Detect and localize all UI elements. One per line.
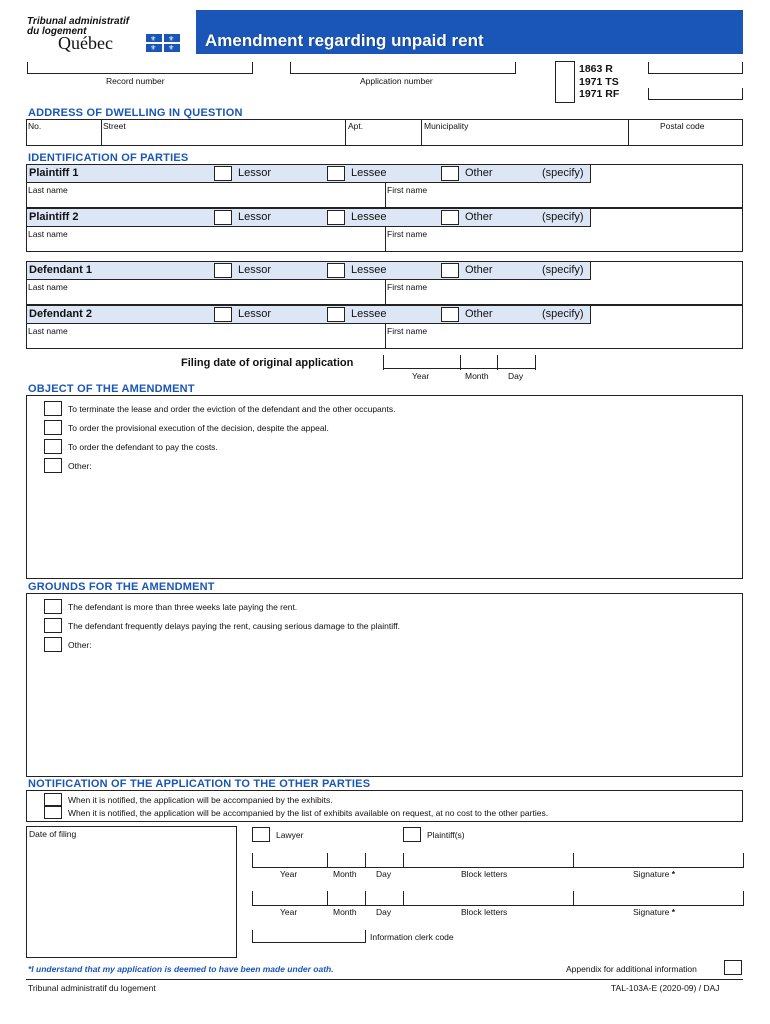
sig2-year-label: Year — [280, 907, 298, 917]
application-number-label: Application number — [360, 76, 433, 86]
party-specify-label: (specify) — [542, 211, 584, 223]
party-role-label: Other — [465, 264, 493, 276]
object-checkbox-costs[interactable] — [44, 439, 62, 454]
party-last-name-label: Last name — [28, 282, 68, 292]
grounds-item-delays: The defendant frequently delays paying the rent, causing serious damage to the plaintiff. — [68, 621, 401, 631]
code-box[interactable] — [555, 61, 575, 103]
record-number-label: Record number — [106, 76, 165, 86]
code-field-2[interactable] — [648, 88, 743, 100]
filing-date-field[interactable] — [383, 355, 535, 369]
address-heading: ADDRESS OF DWELLING IN QUESTION — [28, 107, 243, 119]
party-role-label: Lessor — [238, 211, 272, 223]
party-role-checkbox[interactable] — [327, 307, 345, 322]
party-role-checkbox[interactable] — [441, 210, 459, 225]
grounds-item-other: Other: — [68, 640, 92, 650]
code-field-1[interactable] — [648, 62, 743, 74]
object-item-provisional: To order the provisional execution of the decision, despite the appeal. — [68, 423, 329, 433]
address-postal-code-label: Postal code — [660, 121, 705, 131]
party-role-checkbox[interactable] — [214, 166, 232, 181]
signature-line-2[interactable] — [252, 905, 743, 906]
party-title: Defendant 2 — [29, 308, 92, 320]
party-first-name-label: First name — [387, 185, 428, 195]
party-specify-field[interactable] — [590, 208, 743, 227]
object-checkbox-terminate[interactable] — [44, 401, 62, 416]
form-title: Amendment regarding unpaid rent — [205, 31, 484, 50]
party-role-label: Lessor — [238, 167, 272, 179]
party-role-label: Other — [465, 167, 493, 179]
party-title: Defendant 1 — [29, 264, 92, 276]
party-role-checkbox[interactable] — [441, 166, 459, 181]
party-specify-field[interactable] — [590, 305, 743, 324]
date-of-filing-box[interactable] — [26, 826, 237, 958]
address-municipality-label: Municipality — [424, 121, 469, 131]
party-role-checkbox[interactable] — [214, 210, 232, 225]
date-of-filing-label: Date of filing — [29, 829, 77, 839]
code-1863r: 1863 R — [579, 63, 613, 75]
notification-checkbox-exhibits[interactable] — [44, 793, 62, 806]
party-role-label: Lessor — [238, 308, 272, 320]
party-role-label: Lessee — [351, 264, 387, 276]
party-first-name-label: First name — [387, 229, 428, 239]
plaintiffs-checkbox[interactable] — [403, 827, 421, 842]
appendix-checkbox[interactable] — [724, 960, 742, 975]
notification-checkbox-list[interactable] — [44, 806, 62, 819]
address-apt-label: Apt. — [348, 121, 364, 131]
sig2-day-label: Day — [376, 907, 392, 917]
record-number-field[interactable] — [27, 62, 253, 74]
sig1-month-label: Month — [333, 869, 357, 879]
sig1-block-letters-label: Block letters — [461, 869, 508, 879]
grounds-heading: GROUNDS FOR THE AMENDMENT — [28, 581, 215, 593]
clerk-code-label: Information clerk code — [370, 932, 454, 942]
party-last-name-label: Last name — [28, 185, 68, 195]
footer-form-code: TAL-103A-E (2020-09) / DAJ — [611, 983, 720, 993]
clerk-code-field[interactable] — [252, 930, 366, 943]
party-role-label: Lessee — [351, 308, 387, 320]
party-role-label: Lessor — [238, 264, 272, 276]
notification-heading: NOTIFICATION OF THE APPLICATION TO THE OTHER PARTIES — [28, 778, 371, 790]
appendix-label: Appendix for additional information — [566, 964, 697, 974]
footer-rule — [26, 979, 743, 980]
party-role-checkbox[interactable] — [441, 263, 459, 278]
party-first-name-label: First name — [387, 326, 428, 336]
sig1-signature-label: Signature * — [633, 869, 676, 879]
lawyer-checkbox[interactable] — [252, 827, 270, 842]
party-role-checkbox[interactable] — [214, 263, 232, 278]
sig2-month-label: Month — [333, 907, 357, 917]
party-title: Plaintiff 2 — [29, 211, 79, 223]
grounds-item-late: The defendant is more than three weeks late paying the rent. — [68, 602, 298, 612]
signature-line-1[interactable] — [252, 867, 743, 868]
filing-date-label: Filing date of original application — [181, 357, 354, 369]
party-specify-label: (specify) — [542, 167, 584, 179]
party-role-checkbox[interactable] — [441, 307, 459, 322]
object-checkbox-other[interactable] — [44, 458, 62, 473]
party-first-name-label: First name — [387, 282, 428, 292]
sig1-day-label: Day — [376, 869, 392, 879]
address-street-label: Street — [103, 121, 126, 131]
party-role-label: Lessee — [351, 211, 387, 223]
title-banner — [196, 10, 743, 54]
party-specify-field[interactable] — [590, 261, 743, 280]
footer-agency: Tribunal administratif du logement — [28, 983, 156, 993]
sig1-year-label: Year — [280, 869, 298, 879]
party-role-checkbox[interactable] — [327, 263, 345, 278]
object-heading: OBJECT OF THE AMENDMENT — [28, 383, 195, 395]
lawyer-label: Lawyer — [276, 830, 304, 840]
object-checkbox-provisional[interactable] — [44, 420, 62, 435]
parties-heading: IDENTIFICATION OF PARTIES — [28, 152, 189, 164]
quebec-logo-word: Québec — [58, 33, 113, 53]
party-role-label: Lessee — [351, 167, 387, 179]
party-role-label: Other — [465, 308, 493, 320]
notification-item-list: When it is notified, the application will be accompanied by the list of exhibits available on request, at no cost to the other parties. — [68, 808, 549, 818]
quebec-flag-icon: ⚜ ⚜ ⚜ ⚜ — [146, 34, 180, 52]
oath-note: *I understand that my application is deemed to have been made under oath. — [28, 964, 334, 974]
party-role-checkbox[interactable] — [327, 166, 345, 181]
filing-month-label: Month — [465, 371, 489, 381]
party-last-name-label: Last name — [28, 229, 68, 239]
sig2-signature-label: Signature * — [633, 907, 676, 917]
address-row — [26, 119, 743, 146]
grounds-checkbox-delays[interactable] — [44, 618, 62, 633]
party-specify-label: (specify) — [542, 308, 584, 320]
quebec-logo — [58, 34, 113, 52]
filing-day-label: Day — [508, 371, 524, 381]
plaintiffs-label: Plaintiff(s) — [427, 830, 465, 840]
address-no-label: No. — [28, 121, 42, 131]
sig2-block-letters-label: Block letters — [461, 907, 508, 917]
party-role-checkbox[interactable] — [214, 307, 232, 322]
party-role-checkbox[interactable] — [327, 210, 345, 225]
application-number-field[interactable] — [290, 62, 516, 74]
code-1971rf: 1971 RF — [579, 88, 620, 100]
party-specify-label: (specify) — [542, 264, 584, 276]
object-item-terminate: To terminate the lease and order the eviction of the defendant and the other occupants. — [68, 404, 396, 414]
grounds-checkbox-late[interactable] — [44, 599, 62, 614]
party-last-name-label: Last name — [28, 326, 68, 336]
party-role-label: Other — [465, 211, 493, 223]
codes-list — [579, 63, 619, 101]
object-item-other: Other: — [68, 461, 92, 471]
agency-line-2: du logement — [27, 26, 87, 37]
filing-year-label: Year — [412, 371, 430, 381]
agency-line-1: Tribunal administratif — [27, 16, 130, 27]
party-specify-field[interactable] — [590, 164, 743, 183]
party-title: Plaintiff 1 — [29, 167, 79, 179]
grounds-checkbox-other[interactable] — [44, 637, 62, 652]
object-item-costs: To order the defendant to pay the costs. — [68, 442, 218, 452]
notification-item-exhibits: When it is notified, the application will be accompanied by the exhibits. — [68, 795, 333, 805]
code-1971ts: 1971 TS — [579, 75, 619, 88]
